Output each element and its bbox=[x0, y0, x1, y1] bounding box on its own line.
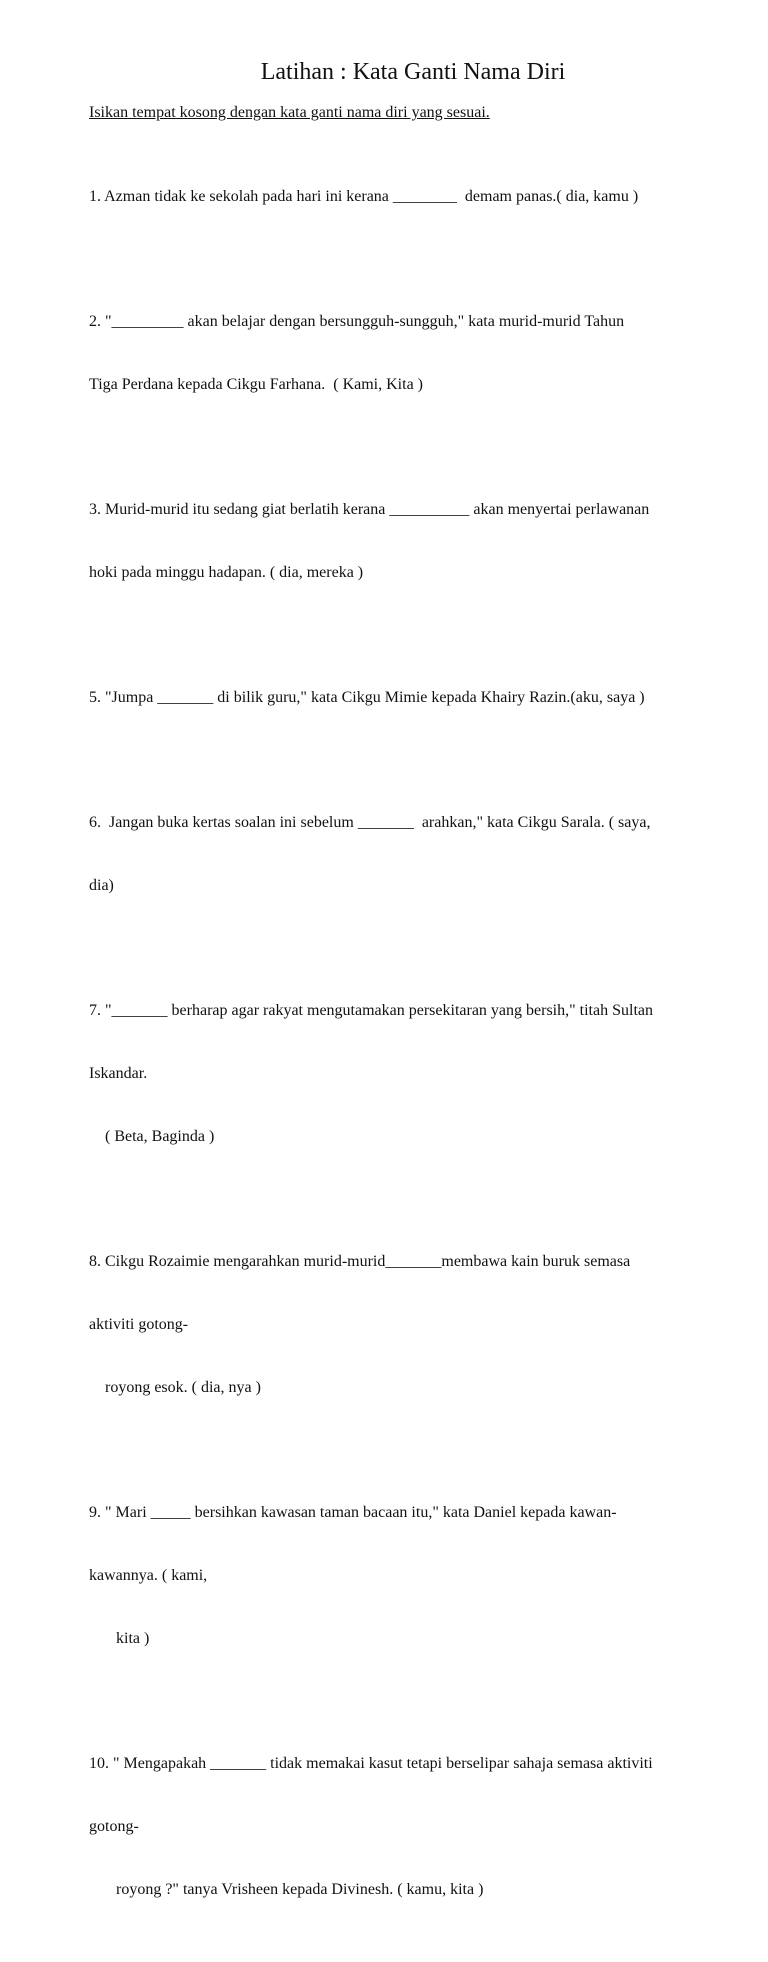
question-line: 8. Cikgu Rozaimie mengarahkan murid-murid_______membawa kain buruk semasa bbox=[89, 1253, 631, 1270]
question-10 bbox=[89, 1711, 729, 1942]
question-line: 5. "Jumpa _______ di bilik guru," kata Cikgu Mimie kepada Khairy Razin.(aku, saya ) bbox=[89, 689, 645, 706]
question-options: ( Beta, Baginda ) bbox=[105, 1128, 215, 1145]
question-5 bbox=[89, 645, 729, 750]
question-9 bbox=[89, 1460, 729, 1691]
question-3 bbox=[89, 457, 729, 625]
question-7 bbox=[89, 958, 729, 1189]
instruction-text: Isikan tempat kosong dengan kata ganti nama diri yang sesuai. bbox=[89, 104, 490, 121]
question-1 bbox=[89, 144, 729, 249]
worksheet-page bbox=[89, 56, 729, 1962]
question-2 bbox=[89, 269, 729, 437]
question-line: Tiga Perdana kepada Cikgu Farhana. ( Kami, Kita ) bbox=[89, 376, 423, 393]
question-line: Iskandar. bbox=[89, 1065, 148, 1082]
question-line: aktiviti gotong- bbox=[89, 1316, 189, 1333]
question-line: 10. " Mengapakah _______ tidak memakai kasut tetapi berselipar sahaja semasa aktiviti bbox=[89, 1755, 653, 1772]
question-line: kita ) bbox=[116, 1630, 150, 1647]
question-line: hoki pada minggu hadapan. ( dia, mereka ) bbox=[89, 564, 364, 581]
question-8 bbox=[89, 1209, 729, 1440]
question-line: 7. "_______ berharap agar rakyat mengutamakan persekitaran yang bersih," titah Sultan bbox=[89, 1002, 653, 1019]
question-line: royong esok. ( dia, nya ) bbox=[105, 1379, 261, 1396]
question-line: gotong- bbox=[89, 1818, 139, 1835]
question-line: dia) bbox=[89, 877, 114, 894]
question-line: 1. Azman tidak ke sekolah pada hari ini kerana ________ demam panas.( dia, kamu ) bbox=[89, 188, 639, 205]
question-6 bbox=[89, 770, 729, 938]
question-line: kawannya. ( kami, bbox=[89, 1567, 208, 1584]
question-line: 6. Jangan buka kertas soalan ini sebelum _______ arahkan," kata Cikgu Sarala. ( saya, bbox=[89, 814, 651, 831]
question-line: 2. "_________ akan belajar dengan bersungguh-sungguh," kata murid-murid Tahun bbox=[89, 313, 625, 330]
question-line: royong ?" tanya Vrisheen kepada Divinesh. ( kamu, kita ) bbox=[116, 1881, 484, 1898]
page-title: Latihan : Kata Ganti Nama Diri bbox=[260, 59, 566, 85]
question-line: 9. " Mari _____ bersihkan kawasan taman bacaan itu," kata Daniel kepada kawan- bbox=[89, 1504, 617, 1521]
question-line: 3. Murid-murid itu sedang giat berlatih kerana __________ akan menyertai perlawanan bbox=[89, 501, 650, 518]
